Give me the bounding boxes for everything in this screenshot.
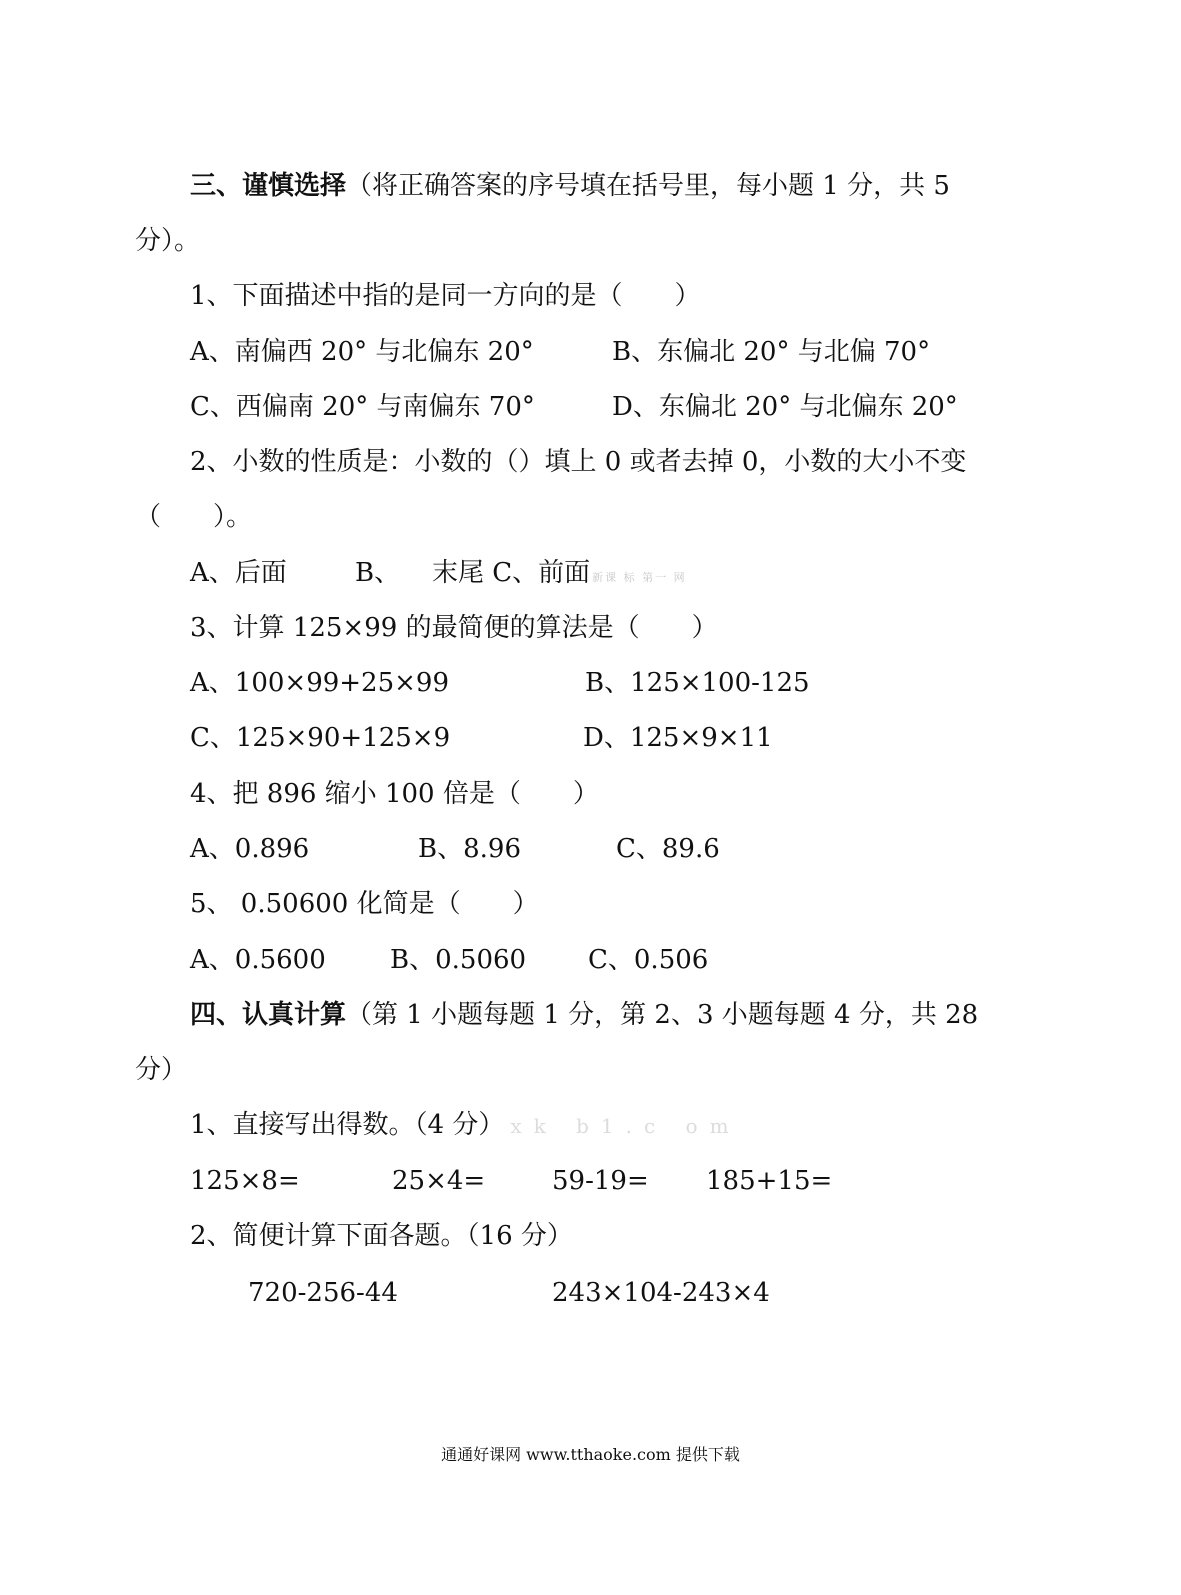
watermark-text-2: xk b1.c om	[510, 1114, 741, 1138]
q4-stem: 4、把 896 缩小 100 倍是（ ）	[190, 779, 599, 809]
part1-item-3: 59-19=	[552, 1166, 649, 1196]
part2-title: 2、简便计算下面各题。（16 分）	[190, 1221, 573, 1251]
q3-option-b: B、125×100-125	[585, 668, 810, 698]
q1-option-a: A、南偏西 20° 与北偏东 20°	[190, 337, 534, 367]
section3-heading: 三、谨慎选择	[190, 171, 347, 201]
q5-stem: 5、 0.50600 化简是（ ）	[190, 889, 539, 919]
q2-option-c-line	[432, 555, 687, 596]
watermark-text: 新课 标 第一 网	[592, 571, 687, 584]
q2-option-b: B、	[355, 558, 401, 588]
page-footer: 通通好课网 www.tthaoke.com 提供下载	[441, 1445, 740, 1464]
q5-option-b: B、0.5060	[390, 945, 527, 975]
part1-title-line	[190, 1107, 741, 1144]
q3-option-d: D、125×9×11	[583, 723, 773, 753]
q1-option-d: D、东偏北 20° 与北偏东 20°	[612, 392, 958, 422]
part2-item-1: 720-256-44	[248, 1278, 398, 1308]
section3-description: （将正确答案的序号填在括号里，每小题 1 分，共 5	[346, 171, 950, 201]
q2-stem-cont: （ ）。	[135, 502, 253, 532]
section4-heading: 四、认真计算	[190, 1000, 347, 1030]
part2-item-2: 243×104-243×4	[552, 1278, 770, 1308]
q1-option-b: B、东偏北 20° 与北偏 70°	[612, 337, 931, 367]
q5-option-a: A、0.5600	[190, 945, 326, 975]
section4-description: （第 1 小题每题 1 分，第 2、3 小题每题 4 分，共 28	[346, 1000, 979, 1030]
part1-item-1: 125×8=	[190, 1166, 300, 1196]
q3-stem: 3、计算 125×99 的最简便的算法是（ ）	[190, 613, 718, 643]
q2-option-a: A、后面	[190, 558, 287, 588]
part1-title: 1、直接写出得数。（4 分）	[190, 1110, 505, 1140]
section3-description-cont: 分）。	[135, 226, 201, 256]
part1-item-2: 25×4=	[392, 1166, 486, 1196]
section4-description-cont: 分）	[135, 1055, 188, 1085]
q1-stem: 1、下面描述中指的是同一方向的是（ ）	[190, 281, 701, 311]
q5-option-c: C、0.506	[588, 945, 709, 975]
section3-heading-line	[190, 168, 950, 204]
q2-stem: 2、小数的性质是：小数的（）填上 0 或者去掉 0，小数的大小不变	[190, 447, 967, 477]
part1-item-4: 185+15=	[706, 1166, 833, 1196]
q3-option-c: C、125×90+125×9	[190, 723, 451, 753]
section4-heading-line	[190, 997, 978, 1033]
q4-option-b: B、8.96	[418, 834, 521, 864]
q4-option-c: C、89.6	[616, 834, 720, 864]
q4-option-a: A、0.896	[190, 834, 310, 864]
q2-option-c: 末尾 C、前面	[432, 558, 591, 588]
q1-option-c: C、西偏南 20° 与南偏东 70°	[190, 392, 535, 422]
q3-option-a: A、100×99+25×99	[190, 668, 450, 698]
